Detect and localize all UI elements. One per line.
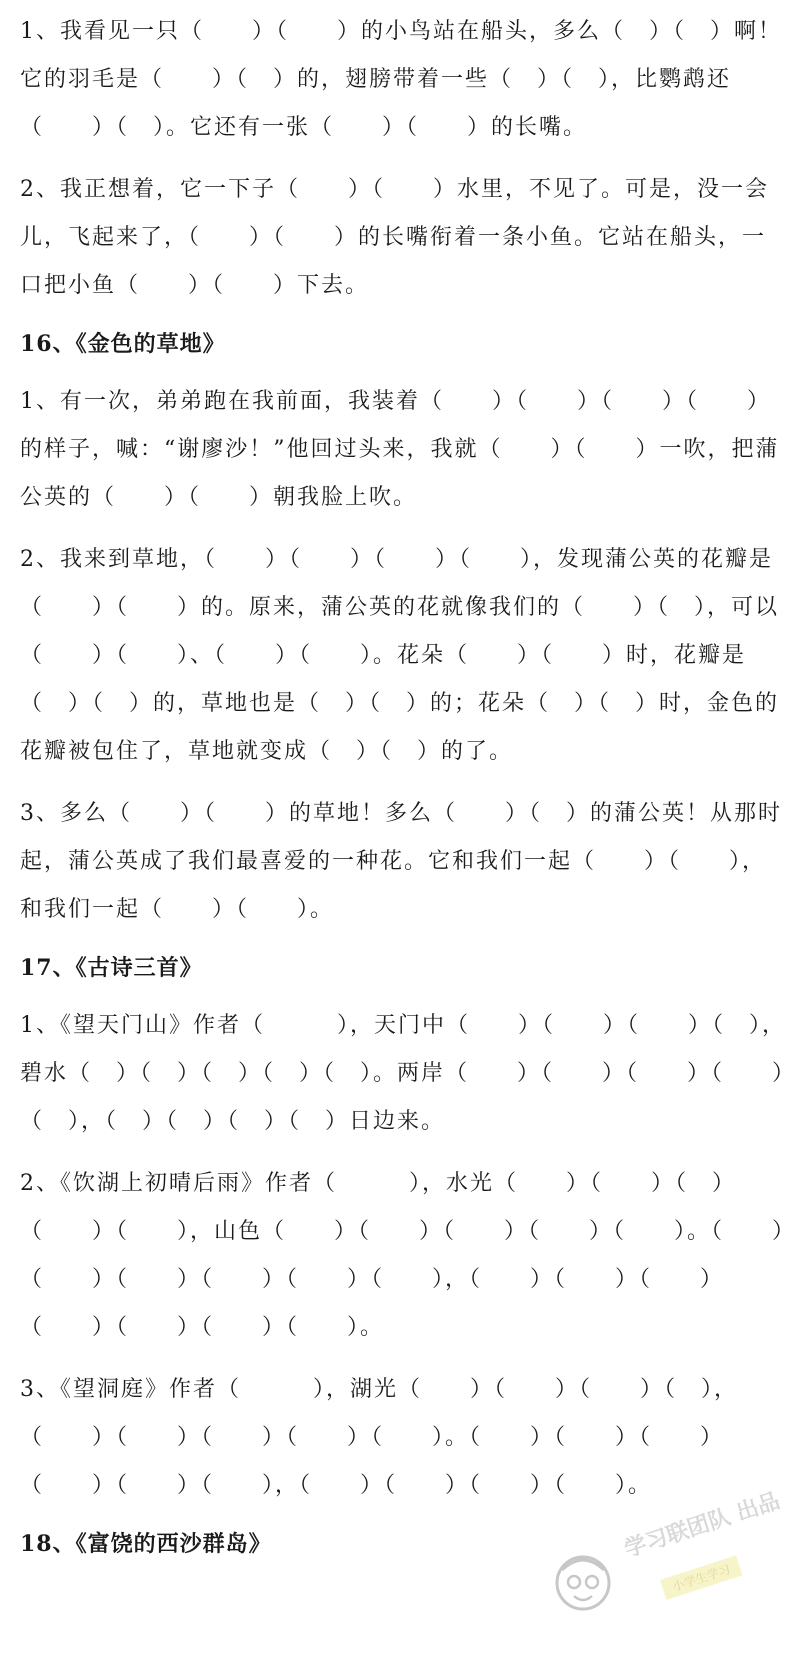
exercise-17-item-2: 2、《饮湖上初晴后雨》作者（ ），水光（ ）（ ）（ ）（ ）（ ），山色（ ）（ ）（ ）（ ）（ ）。（ ）（ ）（ ）（ ）（ ）（ ），（ ）（ ）（ ）（ ）（ ）（ ）（ ）。 — [20, 1171, 786, 1340]
watermark-subtitle: 小学生学习 — [660, 1555, 743, 1600]
exercise-15-item-1: 1、我看见一只（ ）（ ）的小鸟站在船头，多么（ ）（ ）啊！它的羽毛是（ ）（ ）的，翅膀带着一些（ ）（ ），比鹦鹉还（ ）（ ）。它还有一张（ ）（ ）的长嘴。 — [20, 19, 782, 140]
exercise-16-item-2: 2、我来到草地，（ ）（ ）（ ）（ ），发现蒲公英的花瓣是（ ）（ ）的。原来，蒲公英的花就像我们的（ ）（ ），可以（ ）（ ）、（ ）（ ）。花朵（ ）（ ）时，花瓣是（ ）（ ）的，草地也是（ ）（ ）的；花朵（ ）（ ）时，金色的花瓣被包住了，草地就变成（ ）（ ）的了。 — [20, 547, 780, 764]
exercise-16-item-1: 1、有一次，弟弟跑在我前面，我装着（ ）（ ）（ ）（ ）的样子，喊：“谢廖沙！”他回过头来，我就（ ）（ ）一吹，把蒲公英的（ ）（ ）朝我脸上吹。 — [20, 389, 780, 510]
lesson-17-title: 17、《古诗三首》 — [20, 955, 203, 981]
exercise-15-item-2: 2、我正想着，它一下子（ ）（ ）水里，不见了。可是，没一会儿，飞起来了，（ ）（ ）的长嘴衔着一条小鱼。它站在船头，一口把小鱼（ ）（ ）下去。 — [20, 177, 769, 298]
exercise-16-item-3: 3、多么（ ）（ ）的草地！多么（ ）（ ）的蒲公英！从那时起，蒲公英成了我们最喜爱的一种花。它和我们一起（ ）（ ），和我们一起（ ）（ ）。 — [20, 801, 782, 922]
cartoon-face-icon — [548, 1548, 618, 1618]
exercise-17-item-1: 1、《望天门山》作者（ ），天门中（ ）（ ）（ ）（ ），碧水（ ）（ ）（ ）（ ）（ ）。两岸（ ）（ ）（ ）（ ）（ ），（ ）（ ）（ ）（ ）日边来。 — [20, 1013, 786, 1134]
watermark — [548, 1488, 788, 1628]
lesson-16-title: 16、《金色的草地》 — [20, 331, 226, 357]
worksheet-page — [20, 8, 788, 1578]
watermark-title: 学习联团队 出品 — [621, 1488, 784, 1563]
lesson-18-title: 18、《富饶的西沙群岛》 — [20, 1531, 272, 1557]
exercise-17-item-3: 3、《望洞庭》作者（ ），湖光（ ）（ ）（ ）（ ），（ ）（ ）（ ）（ ）（ ）。（ ）（ ）（ ）（ ）（ ）（ ），（ ）（ ）（ ）（ ）。 — [20, 1377, 738, 1498]
